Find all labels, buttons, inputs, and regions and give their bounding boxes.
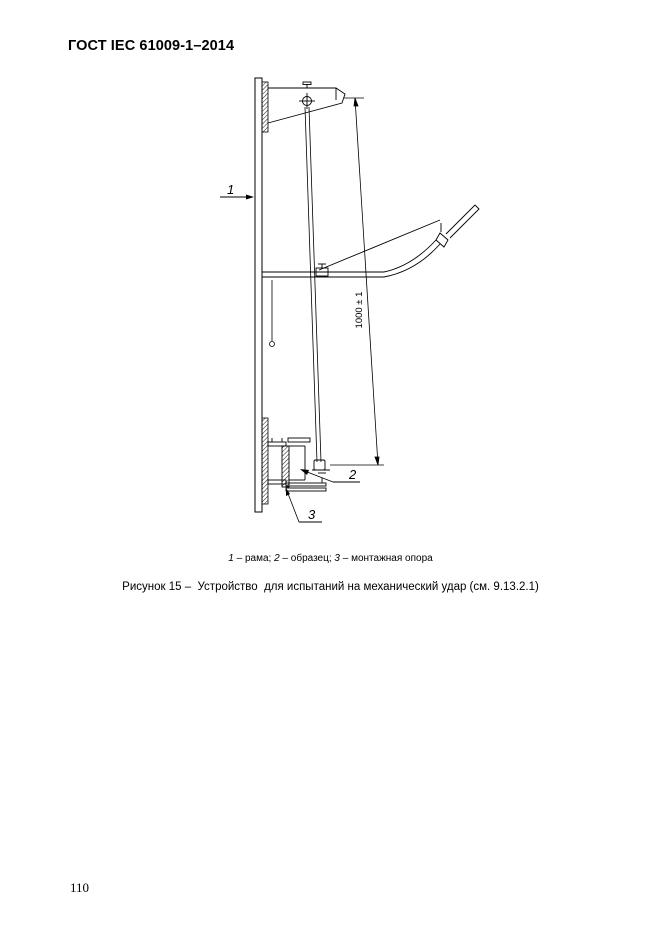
callout-1 [220,182,254,200]
document-header: ГОСТ IEC 61009-1–2014 [68,38,235,54]
dimension-label: 1000 ± 1 [354,291,365,329]
figure-legend [0,553,661,564]
pendulum-rods [305,107,321,462]
callout-2-label: 2 [349,467,357,482]
callout-1-label: 1 [227,182,235,197]
callout-2 [300,467,360,482]
plumb-bob [270,280,275,347]
mounting-support [268,438,326,491]
legend-num-1: 1 [228,553,234,564]
legend-num-2: 2 [274,553,280,564]
callout-3 [286,488,322,522]
top-hatched-block [262,82,268,132]
top-bracket [268,82,345,123]
bottom-hatched-block [262,418,268,504]
legend-text-1: – рама; [233,553,275,564]
figure-caption: Рисунок 15 – Устройство для испытаний на механический удар (см. 9.13.2.1) [122,581,539,593]
legend-text-2: – образец; [279,553,335,564]
legend-text-3: – монтажная опора [339,553,433,564]
page-number: 110 [70,880,90,895]
callout-3-label: 3 [308,507,316,522]
dimension-line [330,98,384,465]
legend-num-3: 3 [334,553,340,564]
raised-pendulum-arm [262,205,479,280]
frame [255,78,262,512]
